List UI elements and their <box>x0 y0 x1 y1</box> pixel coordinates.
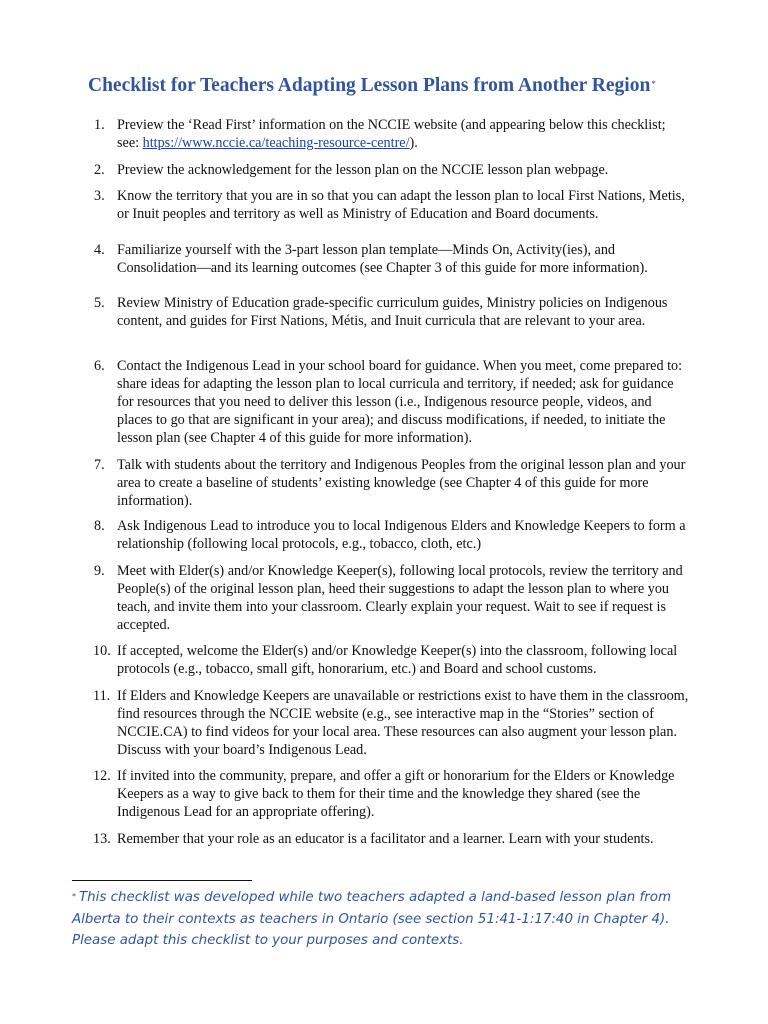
item-text-post: ). <box>409 134 418 151</box>
footnote-text: This checklist was developed while two teachers adapted a land-based lesson plan from Alberta to their contexts as teachers in Ontario (see section 51:41-1:17:40 in Chapter 4). Please adapt this checklist to your purposes and contexts. <box>72 890 672 948</box>
item-text: If Elders and Knowledge Keepers are unavailable or restrictions exist to have them in the classroom, find resources through the NCCIE website (e.g., see interactive map in the “Stories” section of NCCIE.CA) to find videos for your local area. These resources can also augment your lesson plan. Discuss with your board’s Indigenous Lead. <box>117 688 689 758</box>
item-text: Remember that your role as an educator is a facilitator and a learner. Learn with your students. <box>117 831 654 847</box>
item-number: 9. <box>94 563 105 579</box>
item-number: 10. <box>93 643 111 659</box>
item-text-pre: Preview the ‘Read First’ information on the NCCIE website (and appearing below this checklist; see: <box>117 117 666 151</box>
item-text: If accepted, welcome the Elder(s) and/or Knowledge Keeper(s) into the classroom, following local protocols (e.g., tobacco, small gift, honorarium, etc.) and Board and school customs. <box>117 643 678 677</box>
item-number: 2. <box>94 162 105 178</box>
item-text: Familiarize yourself with the 3-part lesson plan template—Minds On, Activity(ies), and Consolidation—and its learning outcomes (see Chapter 3 of this guide for more information). <box>117 242 648 276</box>
item-number: 8. <box>94 518 105 534</box>
item-number: 11. <box>93 688 111 704</box>
item-text: Review Ministry of Education grade-specific curriculum guides, Ministry policies on Indigenous content, and guides for First Nations, Métis, and Inuit curricula that are relevant to your area. <box>117 295 668 329</box>
item-number: 12. <box>93 768 111 784</box>
footnote-divider <box>72 880 252 881</box>
item-text: Preview the acknowledgement for the lesson plan on the NCCIE lesson plan webpage. <box>117 162 609 178</box>
item-number: 1. <box>94 117 105 133</box>
item-text: Know the territory that you are in so that you can adapt the lesson plan to local First Nations, Metis, or Inuit peoples and territory as well as Ministry of Education and Board documents. <box>117 188 685 222</box>
footnote-marker: * <box>72 892 76 901</box>
item-number: 4. <box>94 242 105 258</box>
teaching-resource-link[interactable]: https://www.nccie.ca/teaching-resource-centre/ <box>142 134 410 151</box>
page-title <box>88 74 728 98</box>
item-text: Contact the Indigenous Lead in your school board for guidance. When you meet, come prepared to: share ideas for adapting the lesson plan to local curricula and territory, if needed; ask for guidance for resources that you need to deliver this lesson (i.e., Indigenous resource people, videos, and places to go that are significant in your area); and discuss modifications, if needed, to initiate the lesson plan (see Chapter 4 of this guide for more information). <box>117 358 683 446</box>
item-text: Ask Indigenous Lead to introduce you to local Indigenous Elders and Knowledge Keepers to form a relationship (following local protocols, e.g., tobacco, cloth, etc.) <box>117 518 686 552</box>
item-text: If invited into the community, prepare, and offer a gift or honorarium for the Elders or Knowledge Keepers as a way to give back to them for their time and the knowledge they shared (see the Indigenous Lead for an appropriate offering). <box>117 768 675 820</box>
item-number: 3. <box>94 188 105 204</box>
item-text: Meet with Elder(s) and/or Knowledge Keeper(s), following local protocols, review the territory and People(s) of the original lesson plan, heed their suggestions to adapt the lesson plan to where you teach, and invite them into your classroom. Clearly explain your request. Wait to see if request is accepted. <box>117 563 683 633</box>
item-number: 5. <box>94 295 105 311</box>
item-number: 6. <box>94 358 105 374</box>
title-footnote-marker: * <box>651 79 656 89</box>
item-number: 7. <box>94 457 105 473</box>
item-text <box>117 117 689 153</box>
footnote <box>72 887 692 952</box>
item-number: 13. <box>93 831 111 847</box>
title-text: Checklist for Teachers Adapting Lesson Plans from Another Region <box>88 75 651 96</box>
item-text: Talk with students about the territory and Indigenous Peoples from the original lesson plan and your area to create a baseline of students’ existing knowledge (see Chapter 4 of this guide for more information). <box>117 457 686 509</box>
